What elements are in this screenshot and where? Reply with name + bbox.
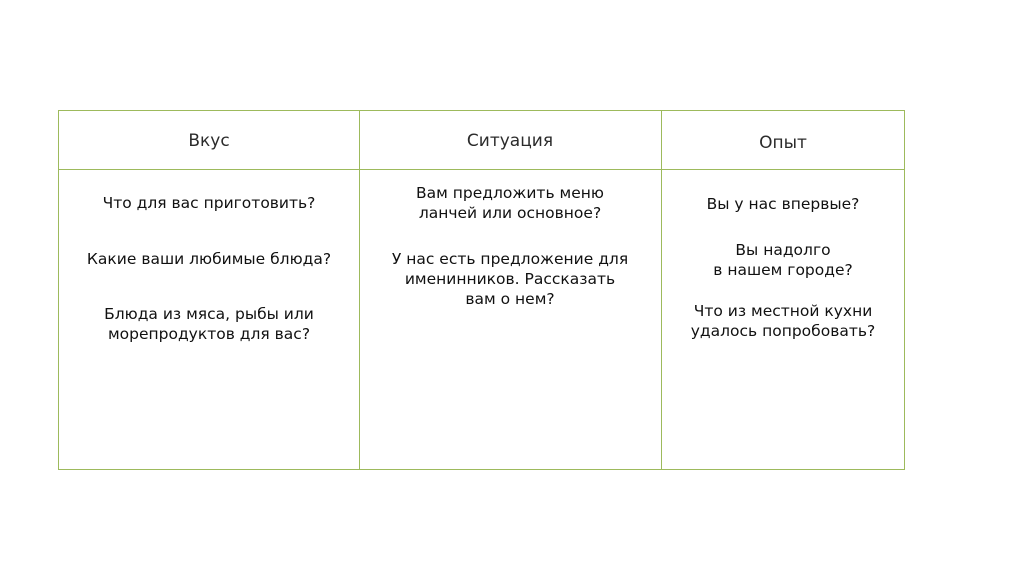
question-experience-1: Вы у нас впервые? <box>706 195 860 213</box>
question-experience-3: Что из местной кухни удалось попробовать? <box>690 302 876 340</box>
question-taste-2: Какие ваши любимые блюда? <box>86 250 332 268</box>
question-experience-2: Вы надолго в нашем городе? <box>713 241 853 279</box>
question-taste-1: Что для вас приготовить? <box>102 194 316 212</box>
header-taste: Вкус <box>188 131 230 151</box>
header-experience: Опыт <box>759 133 807 153</box>
question-situation-1: Вам предложить меню ланчей или основное? <box>416 184 604 222</box>
question-table <box>58 110 905 470</box>
question-situation-2: У нас есть предложение для именинников. Рассказать вам о нем? <box>391 250 629 308</box>
column-divider-2 <box>661 111 662 469</box>
header-situation: Ситуация <box>466 131 554 151</box>
header-divider <box>59 169 904 170</box>
question-taste-3: Блюда из мяса, рыбы или морепродуктов для вас? <box>104 305 314 343</box>
